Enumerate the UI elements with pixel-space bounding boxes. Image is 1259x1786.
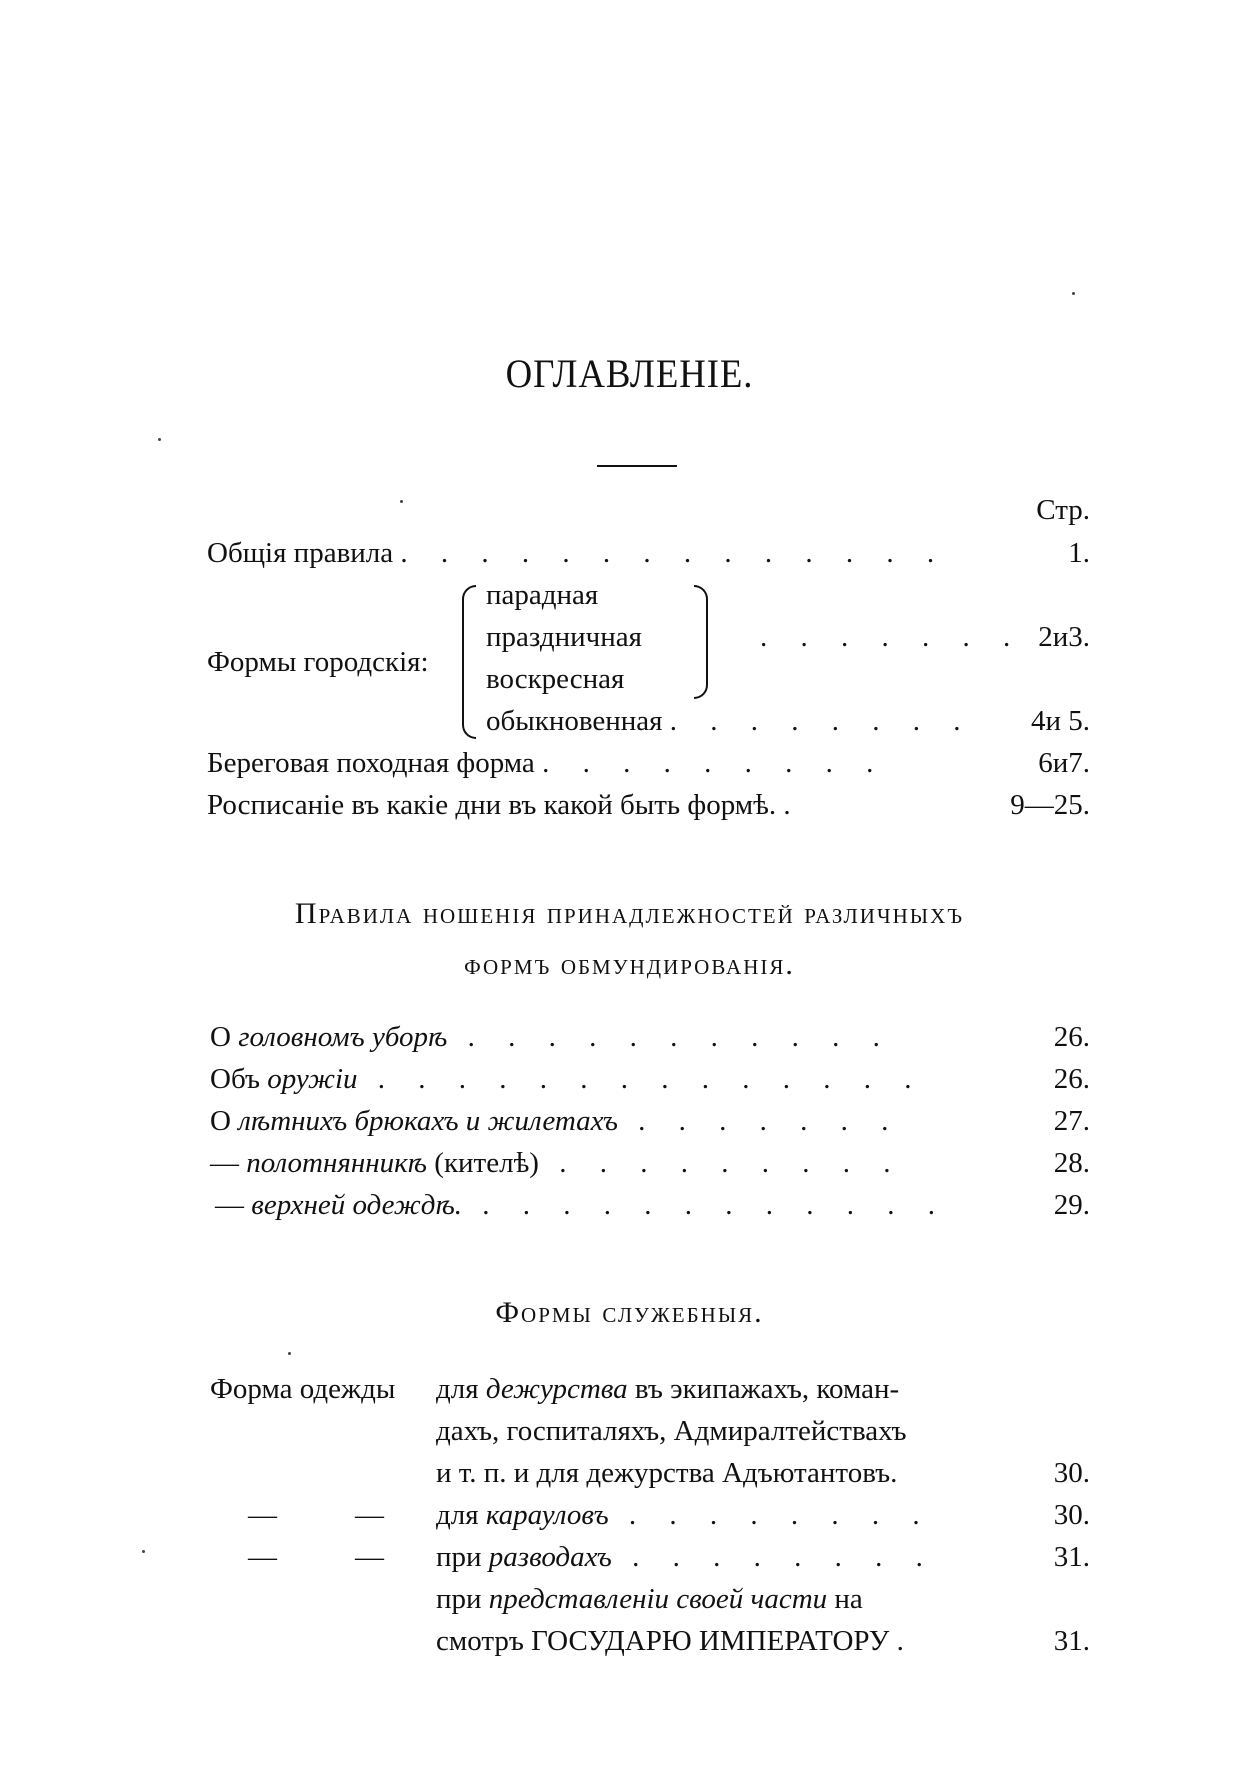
toc-entry-suffix: (кителѣ) [427, 1147, 539, 1179]
ditto-dash: — [248, 1499, 277, 1531]
page-column-header: Стр. [1036, 494, 1090, 526]
leader-dots: . [783, 789, 804, 821]
toc-page-number: 4и 5. [1030, 705, 1090, 737]
scan-speck [142, 1550, 145, 1553]
ditto-dash: — [355, 1499, 384, 1531]
scan-speck [288, 1352, 291, 1355]
section-heading: Правила ношенія принадлежностей различныхъ [294, 897, 965, 930]
leader-dots: . . . . . . . [617, 1105, 902, 1137]
toc-entry-prefix: при [436, 1541, 489, 1573]
title-divider [597, 465, 677, 467]
toc-page-number: 31. [1053, 1541, 1090, 1573]
toc-entry-label: карауловъ [485, 1499, 609, 1531]
toc-page-number: 27. [1053, 1105, 1090, 1137]
toc-entry-label: Общія правила [207, 537, 394, 569]
toc-entry-general-rules[interactable] [207, 536, 947, 570]
toc-entry-label: разводахъ [488, 1541, 612, 1573]
toc-entry-coastal[interactable] [207, 746, 886, 780]
toc-page-number: 9—25. [1010, 789, 1090, 821]
section-heading: Формы служебныя. [495, 1296, 764, 1329]
toc-page-number: 26. [1053, 1021, 1090, 1053]
city-form-type-ceremonial[interactable]: парадная [486, 579, 599, 611]
toc-entry-prefix: для [436, 1373, 486, 1405]
toc-entry-parades[interactable] [436, 1540, 936, 1574]
scan-speck [158, 438, 161, 441]
toc-entry-weapons[interactable] [210, 1062, 925, 1096]
toc-entry-prefix: О [210, 1021, 239, 1053]
toc-entry-label: головномъ уборѣ [238, 1021, 448, 1053]
leader-dots: . . . . . . . . . . . . [462, 1189, 949, 1221]
toc-entry-prefix: при [436, 1583, 489, 1615]
toc-entry-prefix: — [215, 1189, 252, 1221]
city-form-type-holiday[interactable]: праздничная [486, 621, 642, 653]
leader-dots: . . . . . . . . [611, 1541, 936, 1573]
toc-entry-label: Росписаніе въ какіе дни въ какой быть формѣ. [207, 789, 777, 821]
toc-page-number: 29. [1053, 1189, 1090, 1221]
ditto-dash: — [248, 1541, 277, 1573]
toc-entry-ordinary[interactable] [486, 704, 974, 738]
toc-entry-suffix: на [827, 1583, 863, 1615]
toc-entry-summer-trousers[interactable] [210, 1104, 901, 1138]
left-brace [462, 585, 476, 739]
leader-dots: . . . . . . . [760, 621, 1024, 653]
toc-page-number: 31. [1053, 1625, 1090, 1657]
toc-entry-label: лѣтнихъ брюкахъ и жилетахъ [238, 1105, 618, 1137]
toc-entry-duty[interactable] [436, 1372, 899, 1406]
toc-page-number: 30. [1053, 1499, 1090, 1531]
toc-entry-label: дежурства [485, 1373, 628, 1405]
toc-entry-label: полотнянникѣ [246, 1147, 428, 1179]
toc-page-number: 26. [1053, 1063, 1090, 1095]
city-form-type-sunday[interactable]: воскресная [486, 663, 625, 695]
toc-entry-prefix: О [210, 1105, 239, 1137]
leader-dots: . . . . . . . . . [542, 747, 887, 779]
toc-entry-label: верхней одеждѣ. [251, 1189, 463, 1221]
leader-dots: . . . . . . . . [669, 705, 974, 737]
toc-entry-label: представленіи своей части [488, 1583, 828, 1615]
scan-speck [400, 500, 403, 503]
city-forms-label: Формы городскія: [207, 646, 429, 678]
toc-page-number: 2и3. [1038, 621, 1090, 653]
toc-page-number: 1. [1068, 537, 1090, 569]
toc-entry-linen-jacket[interactable] [210, 1146, 903, 1180]
toc-entry-duty-line2: дахъ, госпиталяхъ, Адмиралтействахъ [436, 1415, 907, 1447]
form-label: Форма одежды [210, 1373, 396, 1405]
ditto-dash: — [355, 1541, 384, 1573]
toc-page-number: 6и7. [1038, 747, 1090, 779]
toc-entry-label: обыкновенная [486, 705, 663, 737]
toc-entry-label: оружіи [267, 1063, 358, 1095]
page-title: ОГЛАВЛЕНІЕ. [505, 351, 754, 396]
toc-entry-review[interactable] [436, 1582, 863, 1616]
section-heading-continued: формъ обмундированія. [464, 948, 795, 981]
scan-speck [1072, 292, 1075, 295]
leader-dots: . . . . . . . . . . . [447, 1021, 893, 1053]
toc-entry-label: Береговая походная форма [207, 747, 535, 779]
toc-entry-duty-line3: и т. п. и для дежурства Адъютантовъ. [436, 1457, 898, 1489]
toc-entry-prefix: — [210, 1147, 247, 1179]
toc-entry-headgear[interactable] [210, 1020, 893, 1054]
toc-entry-suffix: въ экипажахъ, коман- [627, 1373, 900, 1405]
leader-dots: . . . . . . . . . . . . . . [400, 537, 948, 569]
leader-dots: . . . . . . . . [608, 1499, 933, 1531]
toc-entry-schedule[interactable] [207, 788, 804, 822]
toc-entry-outerwear[interactable] [215, 1188, 948, 1222]
toc-page-number: 28. [1053, 1147, 1090, 1179]
toc-page-number: 30. [1053, 1457, 1090, 1489]
toc-entry-guards[interactable] [436, 1498, 933, 1532]
toc-entry-prefix: для [436, 1499, 486, 1531]
leader-dots: . . . . . . . . . [538, 1147, 904, 1179]
leader-dots: . . . . . . . . . . . . . . [357, 1063, 925, 1095]
right-brace [694, 585, 708, 699]
toc-entry-prefix: Объ [210, 1063, 268, 1095]
toc-entry-review-line2: смотръ ГОСУДАРЮ ИМПЕРАТОРУ . [436, 1625, 904, 1657]
